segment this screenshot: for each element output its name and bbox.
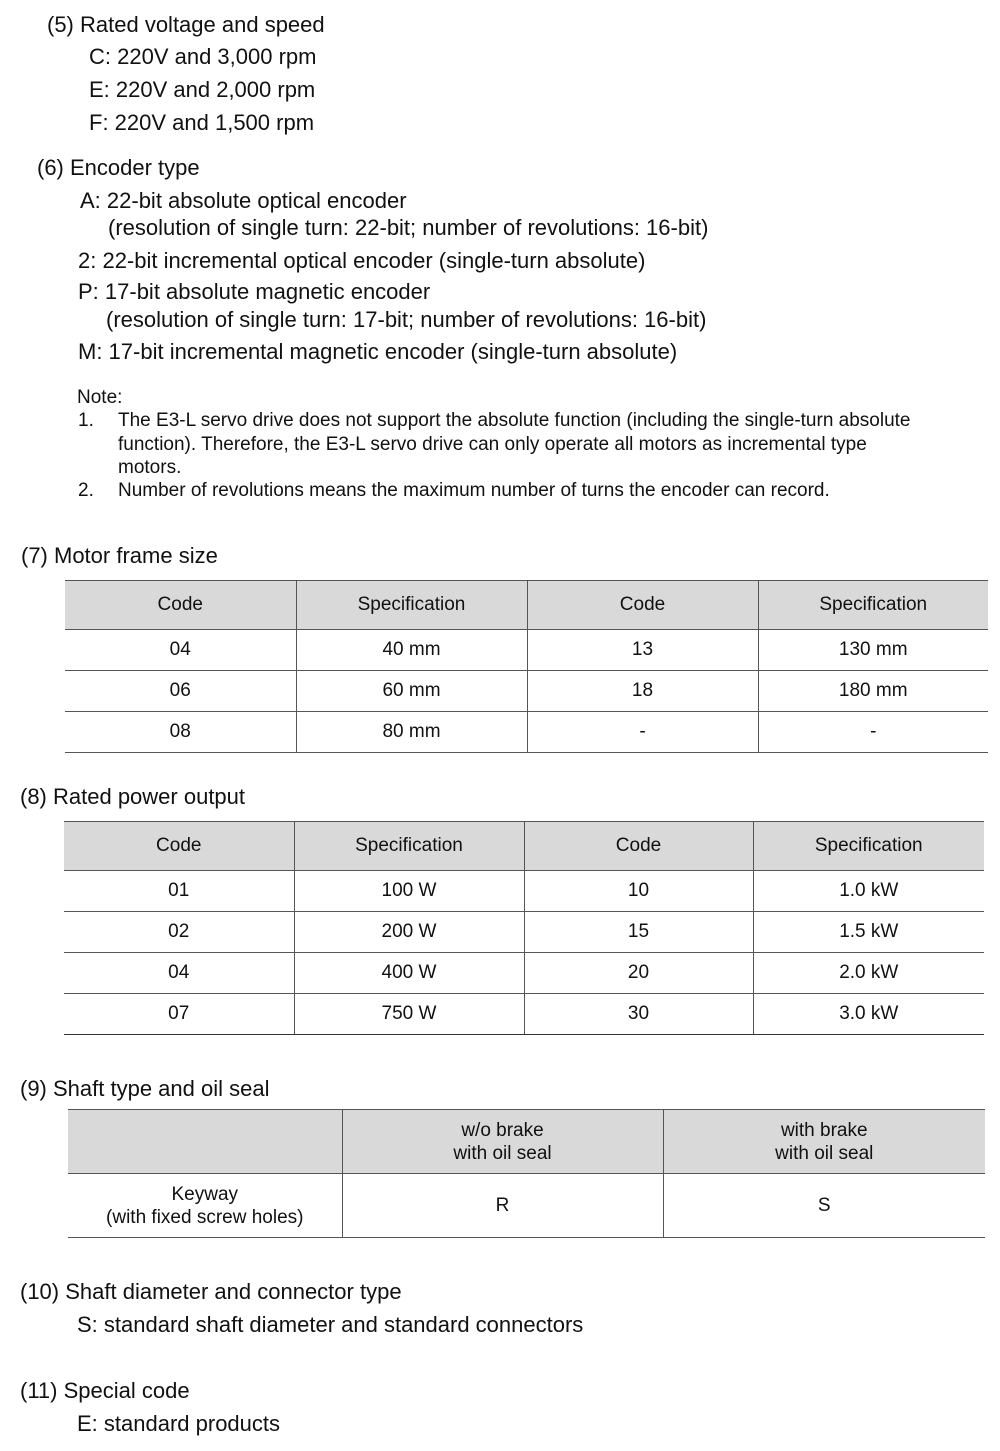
cell: 04 (64, 953, 294, 994)
encoder-option: A: 22-bit absolute optical encoder (80, 188, 407, 213)
cell: 400 W (294, 953, 524, 994)
header-without-brake: w/o brake with oil seal (342, 1110, 663, 1174)
table-row (64, 871, 984, 912)
encoder-option-detail: (resolution of single turn: 17-bit; number of revolutions: 16-bit) (106, 307, 707, 332)
cell: 01 (64, 871, 294, 912)
note-text: function). Therefore, the E3-L servo drive can only operate all motors as incremental type (118, 434, 867, 455)
voltage-option: C: 220V and 3,000 rpm (89, 44, 317, 69)
cell: 10 (524, 871, 753, 912)
cell: 13 (527, 630, 758, 671)
frame-size-table (65, 580, 988, 753)
header-empty (68, 1110, 342, 1174)
cell: 07 (64, 994, 294, 1035)
table-row (65, 712, 988, 753)
section-7-title: (7) Motor frame size (21, 543, 218, 568)
note-number: 1. (78, 410, 94, 431)
cell: 08 (65, 712, 296, 753)
encoder-option: P: 17-bit absolute magnetic encoder (78, 279, 431, 304)
table-row (64, 912, 984, 953)
table-row (64, 953, 984, 994)
cell: 40 mm (296, 630, 527, 671)
cell: 2.0 kW (753, 953, 984, 994)
header-code: Code (64, 822, 294, 871)
cell: S (663, 1174, 985, 1238)
section-8-title: (8) Rated power output (20, 784, 246, 809)
cell: 02 (64, 912, 294, 953)
cell: 750 W (294, 994, 524, 1035)
voltage-option: F: 220V and 1,500 rpm (89, 110, 315, 135)
table-row (65, 630, 988, 671)
header-code: Code (524, 822, 753, 871)
header-spec: Specification (758, 581, 988, 630)
encoder-option-detail: (resolution of single turn: 22-bit; number of revolutions: 16-bit) (108, 215, 709, 240)
cell: - (758, 712, 988, 753)
row-label-keyway: Keyway (with fixed screw holes) (68, 1174, 342, 1238)
section-6-title: (6) Encoder type (37, 155, 200, 180)
section-5-title: (5) Rated voltage and speed (47, 12, 325, 37)
connector-option: S: standard shaft diameter and standard connectors (77, 1312, 584, 1337)
header-with-brake: with brake with oil seal (663, 1110, 985, 1174)
table-row (68, 1174, 985, 1238)
cell: 18 (527, 671, 758, 712)
cell: 1.0 kW (753, 871, 984, 912)
voltage-option: E: 220V and 2,000 rpm (89, 77, 316, 102)
table-row (65, 671, 988, 712)
cell: 200 W (294, 912, 524, 953)
encoder-option: 2: 22-bit incremental optical encoder (single-turn absolute) (78, 248, 646, 273)
special-code-option: E: standard products (77, 1411, 281, 1436)
encoder-option: M: 17-bit incremental magnetic encoder (single-turn absolute) (78, 339, 678, 364)
cell: 1.5 kW (753, 912, 984, 953)
note-number: 2. (78, 480, 94, 501)
note-text: motors. (118, 457, 182, 478)
note-text: Number of revolutions means the maximum number of turns the encoder can record. (118, 480, 830, 501)
cell: 100 W (294, 871, 524, 912)
cell: 30 (524, 994, 753, 1035)
cell: 80 mm (296, 712, 527, 753)
note-text: The E3-L servo drive does not support the absolute function (including the single-turn absolute (118, 410, 911, 431)
cell: 130 mm (758, 630, 988, 671)
header-spec: Specification (296, 581, 527, 630)
section-11-title: (11) Special code (20, 1378, 190, 1403)
cell: - (527, 712, 758, 753)
note-label: Note: (77, 387, 123, 408)
header-spec: Specification (753, 822, 984, 871)
power-output-table (64, 821, 984, 1035)
section-10-title: (10) Shaft diameter and connector type (20, 1279, 402, 1304)
table-row (64, 994, 984, 1035)
shaft-type-table (68, 1109, 985, 1238)
header-code: Code (65, 581, 296, 630)
cell: 06 (65, 671, 296, 712)
header-spec: Specification (294, 822, 524, 871)
cell: 04 (65, 630, 296, 671)
header-code: Code (527, 581, 758, 630)
cell: 20 (524, 953, 753, 994)
section-9-title: (9) Shaft type and oil seal (20, 1076, 270, 1101)
cell: 3.0 kW (753, 994, 984, 1035)
cell: 180 mm (758, 671, 988, 712)
cell: 15 (524, 912, 753, 953)
cell: 60 mm (296, 671, 527, 712)
cell: R (342, 1174, 663, 1238)
